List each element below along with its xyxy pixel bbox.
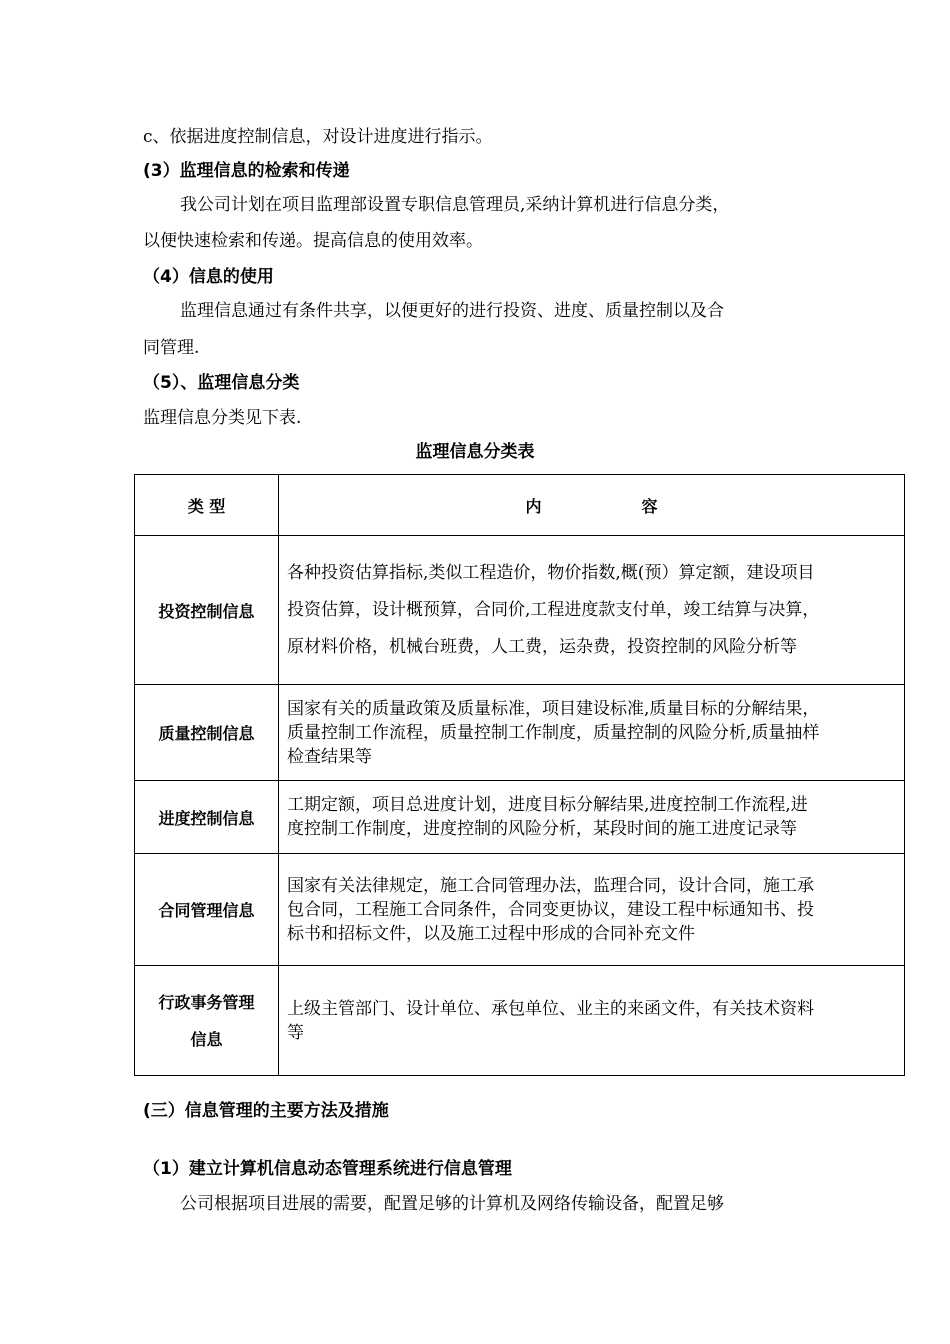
heading-3: (3）监理信息的检索和传递 (143, 161, 350, 181)
table-row (135, 781, 905, 854)
content-line: 原材料价格，机械台班费，人工费，运杂费，投资控制的风险分析等 (287, 636, 797, 657)
table-row (135, 966, 905, 1076)
table-row (135, 536, 905, 685)
table-row (135, 854, 905, 966)
section-3-sub1: （1）建立计算机信息动态管理系统进行信息管理 (143, 1159, 512, 1179)
table-row (135, 685, 905, 781)
row-type-line: 信息 (190, 1029, 223, 1049)
content-line: 包合同，工程施工合同条件，合同变更协议，建设工程中标通知书、投 (287, 899, 814, 920)
paragraph-4-line2: 同管理. (143, 338, 200, 358)
row-content-cell (279, 685, 905, 781)
table-title: 监理信息分类表 (415, 442, 535, 462)
content-line: 检查结果等 (287, 746, 372, 767)
row-type-line: 行政事务管理 (158, 992, 255, 1012)
heading-4: （4）信息的使用 (143, 267, 274, 287)
header-type-cell (135, 475, 279, 536)
paragraph-4-line1: 监理信息通过有条件共享，以便更好的进行投资、进度、质量控制以及合 (180, 301, 724, 321)
header-content-label-b: 容 (641, 496, 658, 516)
classification-table (134, 474, 905, 1076)
content-line: 各种投资估算指标,类似工程造价，物价指数,概(预）算定额，建设项目 (287, 562, 815, 583)
content-line: 国家有关的质量政策及质量标准，项目建设标准,质量目标的分解结果， (287, 698, 820, 719)
row-content-cell (279, 966, 905, 1076)
paragraph-5: 监理信息分类见下表. (143, 408, 302, 428)
row-type-cell: 进度控制信息 (135, 781, 279, 854)
table-header-row (135, 475, 905, 536)
content-line: 工期定额，项目总进度计划，进度目标分解结果,进度控制工作流程,进 (287, 795, 808, 815)
row-content-cell (279, 536, 905, 685)
paragraph-c: c、依据进度控制信息，对设计进度进行指示。 (143, 127, 493, 147)
row-content-cell (279, 781, 905, 854)
content-line: 投资估算，设计概预算，合同价,工程进度款支付单，竣工结算与决算， (287, 599, 820, 620)
header-content-label-a: 内 (525, 496, 542, 516)
row-content-cell (279, 854, 905, 966)
heading-5: （5）、监理信息分类 (143, 373, 300, 393)
section-3-heading: (三）信息管理的主要方法及措施 (143, 1101, 389, 1121)
content-line: 标书和招标文件，以及施工过程中形成的合同补充文件 (287, 923, 695, 944)
header-content-cell (279, 475, 905, 536)
section-3-sub1-text: 公司根据项目进展的需要，配置足够的计算机及网络传输设备，配置足够 (180, 1194, 724, 1214)
content-line: 等 (287, 1022, 304, 1043)
row-type-cell: 合同管理信息 (135, 854, 279, 966)
header-type-label: 类 型 (187, 496, 226, 516)
content-line: 度控制工作制度，进度控制的风险分析，某段时间的施工进度记录等 (287, 819, 797, 839)
row-type-cell: 投资控制信息 (135, 536, 279, 685)
paragraph-3-line1: 我公司计划在项目监理部设置专职信息管理员,采纳计算机进行信息分类， (180, 195, 730, 215)
content-line: 质量控制工作流程，质量控制工作制度，质量控制的风险分析,质量抽样 (287, 722, 820, 743)
row-type-cell: 质量控制信息 (135, 685, 279, 781)
content-line: 上级主管部门、设计单位、承包单位、业主的来函文件，有关技术资料 (287, 998, 814, 1019)
paragraph-3-line2: 以便快速检索和传递。提高信息的使用效率。 (143, 231, 483, 251)
content-line: 国家有关法律规定，施工合同管理办法，监理合同，设计合同，施工承 (287, 875, 814, 896)
row-type-cell (135, 966, 279, 1076)
